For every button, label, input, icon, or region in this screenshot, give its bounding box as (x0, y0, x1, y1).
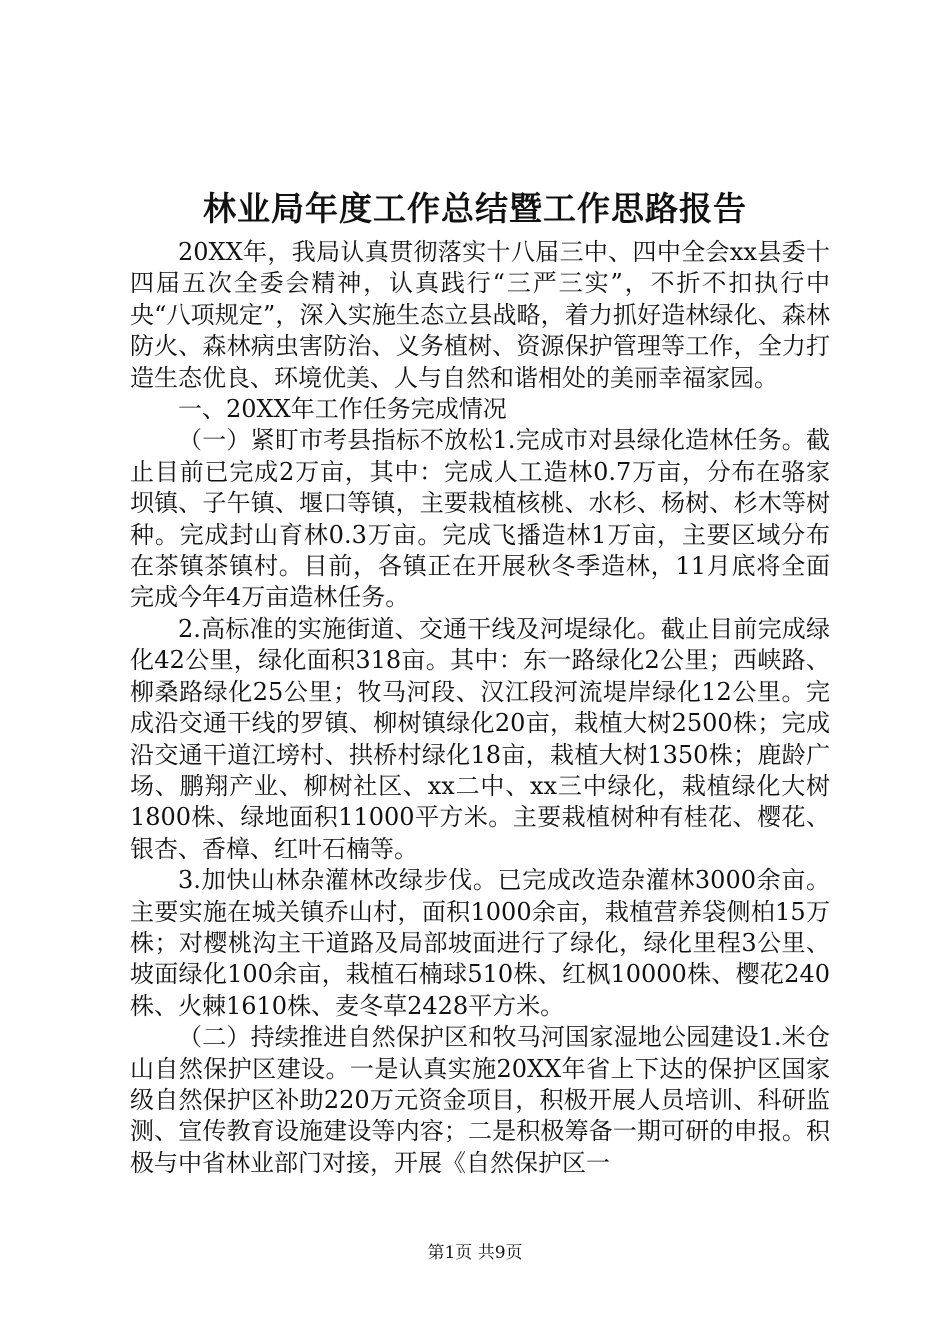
paragraph-shrub-reform: 3.加快山林杂灌林改绿步伐。已完成改造杂灌林3000余亩。主要实施在城关镇乔山村，面积1000余亩，栽植营养袋侧柏15万株；对樱桃沟主干道路及局部坡面进行了绿化，绿化里程3公里、坡面绿化100余亩，栽植石楠球510株、红枫10000株、樱花240株、火棘1610株、麦冬草2428平方米。 (130, 866, 830, 1020)
section-heading-1: 一、20XX年工作任务完成情况 (178, 395, 507, 424)
paragraph-afforestation: （一）紧盯市考县指标不放松1.完成市对县绿化造林任务。截止目前已完成2万亩，其中：完成人工造林0.7万亩，分布在骆家坝镇、子午镇、堰口等镇，主要栽植核桃、水杉、杨树、杉木等树种。完成封山育林0.3万亩。完成飞播造林1万亩，主要区域分布在茶镇茶镇村。目前，各镇正在开展秋冬季造林，11月底将全面完成今年4万亩造林任务。 (130, 426, 830, 612)
page-footer: 第1页 共9页 (427, 1243, 523, 1263)
paragraph-intro: 20XX年，我局认真贯彻落实十八届三中、四中全会xx县委十四届五次全委会精神，认真践行“三严三实”，不折不扣执行中央“八项规定”，深入实施生态立县战略，着力抓好造林绿化、森林防火、森林病虫害防治、义务植树、资源保护管理等工作，全力打造生态优良、环境优美、人与自然和谐相处的美丽幸福家园。 (130, 238, 830, 392)
paragraph-greening: 2.高标准的实施街道、交通干线及河堤绿化。截止目前完成绿化42公里，绿化面积318亩。其中：东一路绿化2公里；西峡路、柳桑路绿化25公里；牧马河段、汉江段河流堤岸绿化12公里。完成沿交通干线的罗镇、柳树镇绿化20亩，栽植大树2500株；完成沿交通干道江塝村、拱桥村绿化18亩，栽植大树1350株；鹿龄广场、鹏翔产业、柳树社区、xx二中、xx三中绿化，栽植绿化大树1800株、绿地面积11000平方米。主要栽植树种有桂花、樱花、银杏、香樟、红叶石楠等。 (130, 614, 830, 863)
paragraph-reserve: （二）持续推进自然保护区和牧马河国家湿地公园建设1.米仓山自然保护区建设。一是认真实施20XX年省上下达的保护区国家级自然保护区补助220万元资金项目，积极开展人员培训、科研监测、宣传教育设施建设等内容；二是积极筹备一期可研的申报。积极与中省林业部门对接，开展《自然保护区一 (130, 1023, 830, 1177)
document-body (130, 237, 830, 1179)
document-title: 林业局年度工作总结暨工作思路报告 (203, 189, 747, 228)
